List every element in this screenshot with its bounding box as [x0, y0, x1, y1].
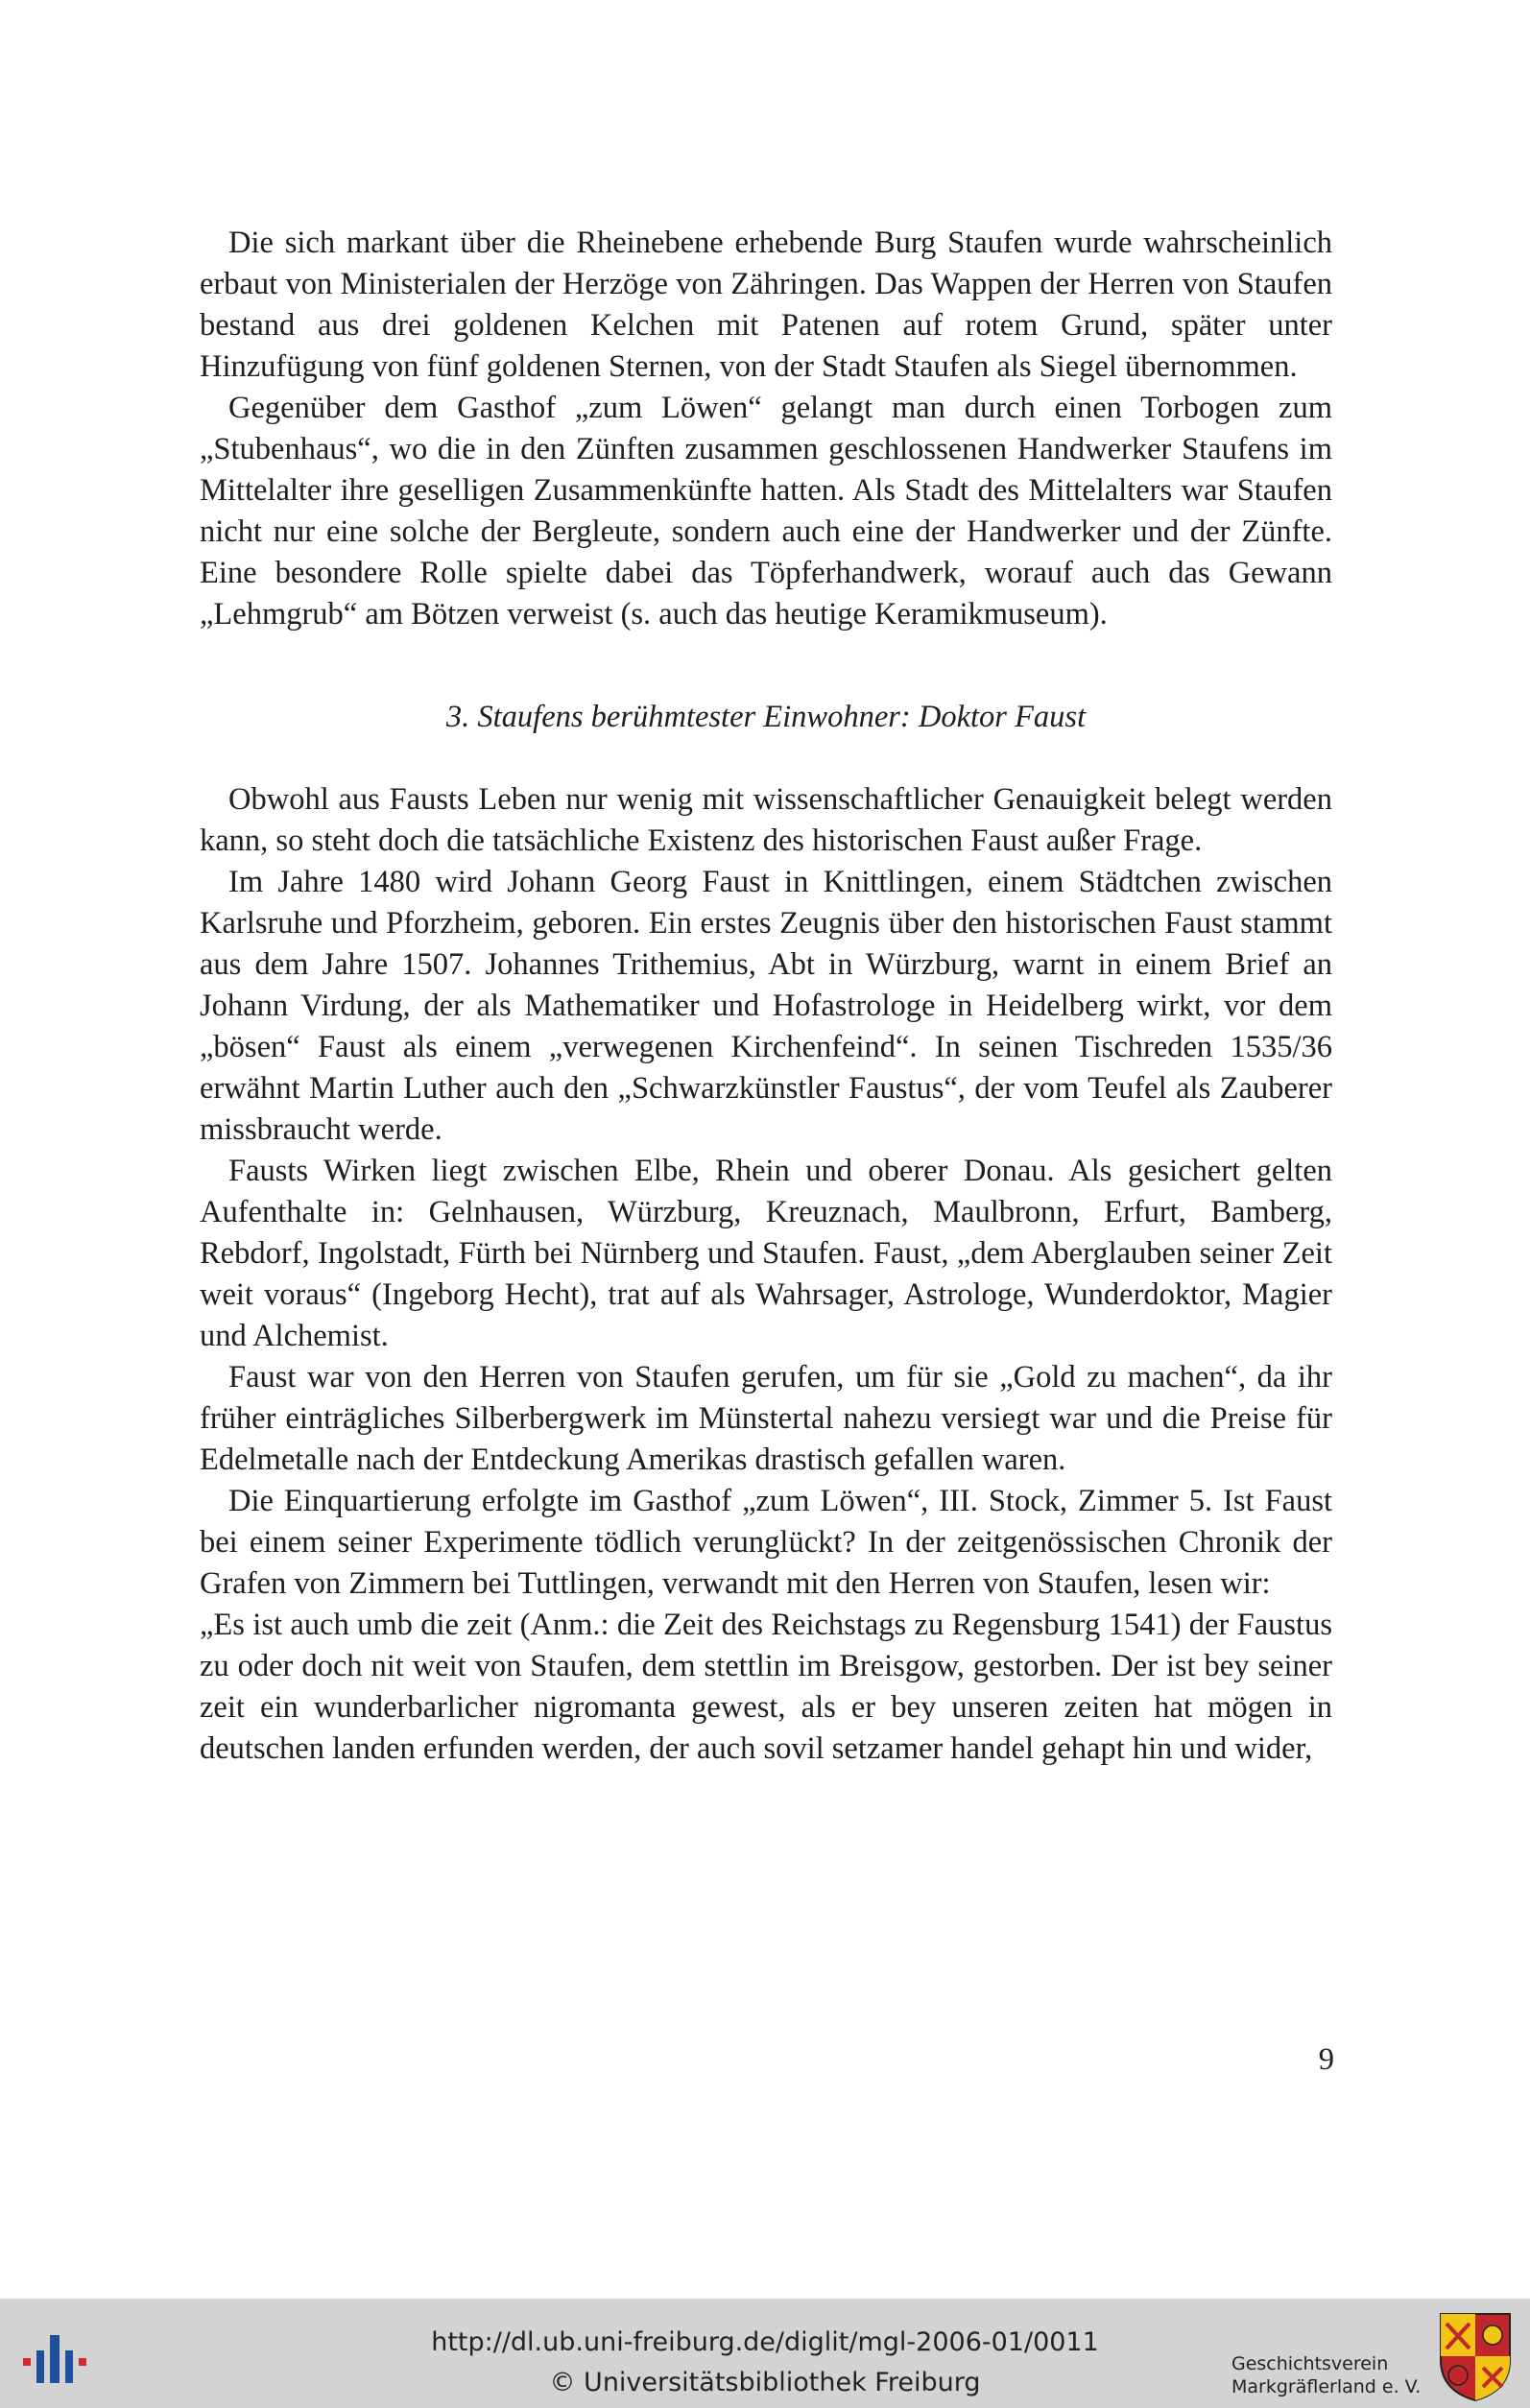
block-quote: „Es ist auch umb die zeit (Anm.: die Zeit des Reichstags zu Regensburg 1541) der Faustus zu oder doch nit weit von Staufen, dem stettlin im Breisgow, gestorben. Der ist bey seiner zeit ein wunderbarlicher nigromanta gewest, als er bey unseren zeiten hat mögen in deutschen landen erfunden werden, der auch sovil setzamer handel gehapt hin und wider, [200, 1608, 1332, 1766]
society-name [1231, 2352, 1421, 2398]
page-body [200, 223, 1332, 1770]
paragraph: Faust war von den Herren von Staufen gerufen, um für sie „Gold zu machen“, da ihr früher einträgliches Silberbergwerk im Münstertal nahezu versiegt war und die Preise für Edelmetalle nach der Entdeckung Amerikas drastisch gefallen waren. [200, 1360, 1332, 1477]
society-name-line2: Markgräflerland e. V. [1231, 2376, 1422, 2397]
page-number: 9 [1318, 2042, 1334, 2077]
footer-bar [0, 2299, 1530, 2408]
paragraph: Die Einquartierung erfolgte im Gasthof „zum Löwen“, III. Stock, Zimmer 5. Ist Faust bei einem seiner Experimente tödlich verunglückt? In der zeitgenössischen Chronik der Grafen von Zimmern bei Tuttlingen, verwandt mit den Herren von Staufen, lesen wir: [200, 1484, 1332, 1601]
paragraph: Im Jahre 1480 wird Johann Georg Faust in Knittlingen, einem Städtchen zwischen Karlsruhe und Pforzheim, geboren. Ein erstes Zeugnis über den historischen Faust stammt aus dem Jahre 1507. Johannes Trithemius, Abt in Würzburg, warnt in einem Brief an Johann Virdung, der als Mathematiker und Hofastrologe in Heidelberg wirkt, vor dem „bösen“ Faust als einem „verwegenen Kirchenfeind“. In seinen Tischreden 1535/36 erwähnt Martin Luther auch den „Schwarzkünstler Faustus“, der vom Teufel als Zauberer missbraucht werde. [200, 865, 1332, 1147]
copyright-text: © Universitätsbibliothek Freiburg [549, 2368, 981, 2397]
document-url-link[interactable]: http://dl.ub.uni-freiburg.de/diglit/mgl-2006-01/0011 [431, 2327, 1099, 2357]
paragraph: Gegenüber dem Gasthof „zum Löwen“ gelangt man durch einen Torbogen zum „Stubenhaus“, wo die in den Zünften zusammen geschlossenen Handwerker Staufens im Mittelalter ihre geselligen Zusammenkünfte hatten. Als Stadt des Mittelalters war Staufen nicht nur eine solche der Bergleute, sondern auch eine der Handwerker und der Zünfte. Eine besondere Rolle spielte dabei das Töpferhandwerk, worauf auch das Gewann „Lehmgrub“ am Bötzen verweist (s. auch das heutige Keramikmuseum). [200, 391, 1332, 632]
coat-of-arms-icon [1437, 2310, 1514, 2402]
society-name-line1: Geschichtsverein [1231, 2353, 1389, 2374]
paragraph: Fausts Wirken liegt zwischen Elbe, Rhein und oberer Donau. Als gesichert gelten Aufenthalte in: Gelnhausen, Würzburg, Kreuznach, Maulbronn, Erfurt, Bamberg, Rebdorf, Ingolstadt, Fürth bei Nürnberg und Staufen. Faust, „dem Aberglauben seiner Zeit weit voraus“ (Ingeborg Hecht), trat auf als Wahrsager, Astrologe, Wunderdoktor, Magier und Alchemist. [200, 1154, 1332, 1353]
paragraph: Die sich markant über die Rheinebene erhebende Burg Staufen wurde wahrscheinlich erbaut von Ministerialen der Herzöge von Zähringen. Das Wappen der Herren von Staufen bestand aus drei goldenen Kelchen mit Patenen auf rotem Grund, später unter Hinzufügung von fünf goldenen Sternen, von der Stadt Staufen als Siegel übernommen. [200, 226, 1332, 384]
paragraph: Obwohl aus Fausts Leben nur wenig mit wissenschaftlicher Genauigkeit belegt werden kann, so steht doch die tatsächliche Existenz des historischen Faust außer Frage. [200, 782, 1332, 858]
section-heading: 3. Staufens berühmtester Einwohner: Doktor Faust [445, 700, 1087, 734]
